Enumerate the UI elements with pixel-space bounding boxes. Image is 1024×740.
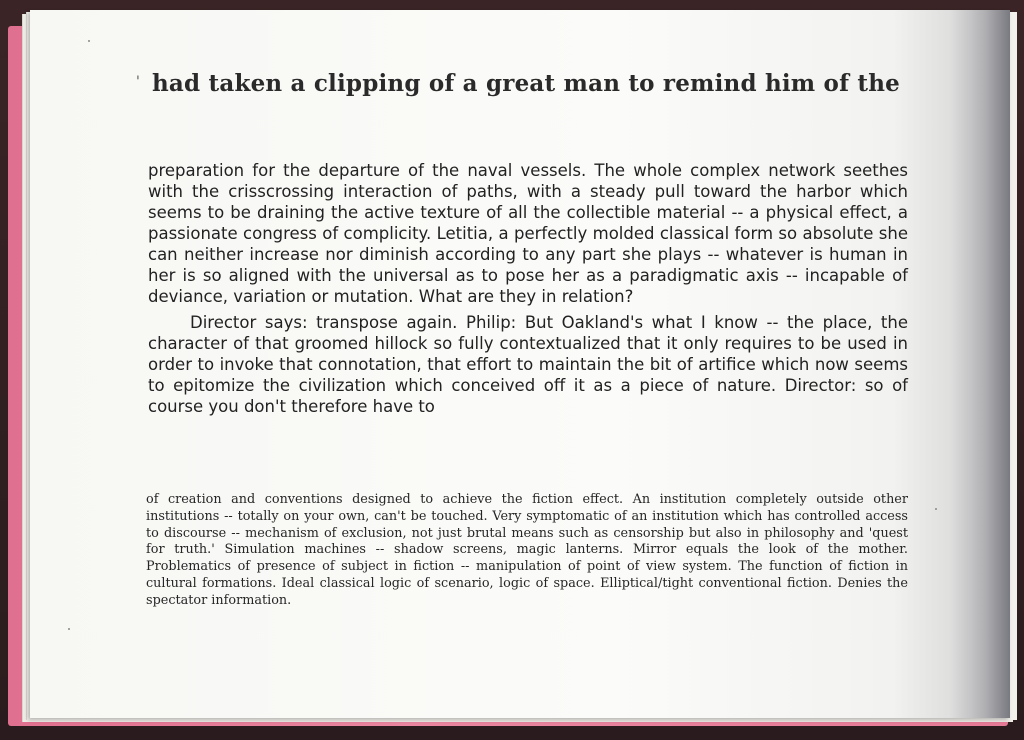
paragraph: preparation for the departure of the naval vessels. The whole complex network seethes with the crisscrossing interaction of paths, with a steady pull toward the harbor which seems to be draining the active texture of all the collectible material -- a physical effect, a passionate congress of complicity. Letitia, a perfectly molded classical form so absolute she can neither increase nor diminish according to any part she plays -- whatever is human in her is so aligned with the universal as to pose her as a paradigmatic axis -- incapable of deviance, variation or mutation. What are they in relation?	[148, 161, 908, 306]
page-heading: had taken a clipping of a great man to remind him of the	[152, 70, 900, 97]
main-text	[148, 160, 908, 417]
paper-speck	[935, 508, 937, 510]
paragraph: Director says: transpose again. Philip: But Oakland's what I know -- the place, the character of that groomed hillock so fully contextualized that it only requires to be used in order to invoke that connotation, that effort to maintain the bit of artifice which now seems to epitomize the civilization which conceived off it as a piece of nature. Director: so of course you don't therefore have to	[148, 313, 908, 416]
spine-shadow	[950, 10, 1010, 718]
tick-mark: '	[136, 74, 140, 90]
footnote-text	[146, 492, 908, 610]
footnote-paragraph: of creation and conventions designed to achieve the fiction effect. An institution completely outside other institutions -- totally on your own, can't be touched. Very symptomatic of an institution which has controlled access to discourse -- mechanism of exclusion, not just brutal means such as censorship but also in philosophy and 'quest for truth.' Simulation machines -- shadow screens, magic lanterns. Mirror equals the look of the mother. Problematics of presence of subject in fiction -- manipulation of point of view system. The function of fiction in cultural formations. Ideal classical logic of scenario, logic of space. Elliptical/tight conventional fiction. Denies the spectator information.	[146, 492, 908, 608]
paper-speck	[68, 628, 70, 630]
paper-speck	[88, 40, 90, 42]
